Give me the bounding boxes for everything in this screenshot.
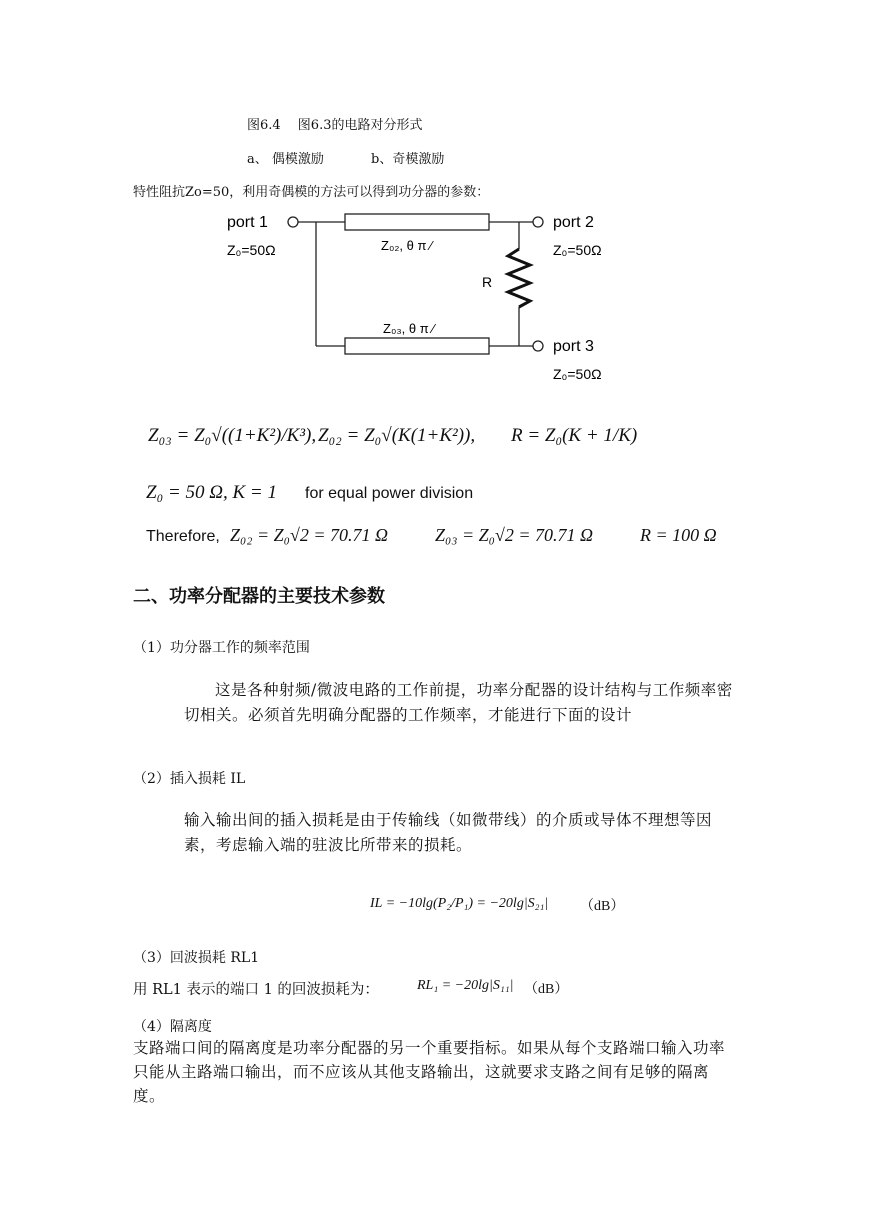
port1-impedance: Z₀=50Ω — [227, 242, 276, 258]
power-divider-circuit — [215, 205, 625, 385]
line-bottom-label: Z₀₃, θ π ⁄ — [383, 321, 435, 336]
port2-terminal — [533, 217, 543, 227]
line-top-label: Z₀₂, θ π ⁄ — [381, 238, 433, 253]
port1-label: port 1 — [227, 214, 268, 231]
item2-title: （2）插入损耗 IL — [133, 771, 246, 787]
item4-title: （4）隔离度 — [133, 1019, 212, 1035]
item3-body: 用 RL1 表示的端口 1 的回波损耗为： — [133, 982, 379, 998]
item4-body: 支路端口间的隔离度是功率分配器的另一个重要指标。如果从每个支路端口输入功率只能从主路端口输出，而不应该从其他支路输出，这就要求支路之间有足够的隔离度。 — [133, 1039, 726, 1105]
equation-z02: Z₀₂ = Z₀√(K(1+K²)), — [318, 425, 476, 446]
transmission-line-top — [345, 214, 489, 230]
equation-therefore: Therefore, — [146, 528, 220, 545]
item3-title: （3）回波损耗 RL1 — [133, 950, 260, 966]
il-formula: IL = −10lg(P₂/P₁) = −20lg|S₂₁| — [370, 896, 549, 911]
equation-z03-result: Z₀₃ = Z₀√2 = 70.71 Ω — [435, 525, 593, 545]
item1-title: （1）功分器工作的频率范围 — [133, 640, 310, 656]
figure-subcaption-a: a、 偶模激励 — [247, 152, 324, 167]
equation-z03: Z₀₃ = Z₀√((1+K²)/K³), — [148, 425, 317, 446]
equation-k: Z₀ = 50 Ω, K = 1 — [146, 482, 277, 503]
item2-body: 输入输出间的插入损耗是由于传输线（如微带线）的介质或导体不理想等因素，考虑输入端的驻波比所带来的损耗。 — [184, 811, 713, 854]
transmission-line-bottom — [345, 338, 489, 354]
equation-r: R = Z₀(K + 1/K) — [511, 425, 638, 446]
figure-subcaption-b: b、奇模激励 — [371, 152, 445, 167]
intro-line: 特性阻抗Zo=50，利用奇偶模的方法可以得到功分器的参数： — [133, 185, 490, 200]
item1-body: 这是各种射频/微波电路的工作前提，功率分配器的设计结构与工作频率密切相关。必须首先明确分配器的工作频率，才能进行下面的设计 — [184, 681, 733, 724]
figure-caption: 图6.4 图6.3的电路对分形式 — [247, 118, 423, 133]
resistor-symbol — [508, 249, 530, 307]
rl-formula: RL₁ = −20lg|S₁₁| — [417, 978, 514, 993]
port3-terminal — [533, 341, 543, 351]
port1-terminal — [288, 217, 298, 227]
port3-impedance: Z₀=50Ω — [553, 366, 602, 382]
port2-impedance: Z₀=50Ω — [553, 242, 602, 258]
equation-r-result: R = 100 Ω — [640, 525, 717, 545]
equation-k-note: for equal power division — [305, 485, 474, 502]
resistor-label: R — [482, 274, 493, 290]
port3-label: port 3 — [553, 338, 594, 355]
il-unit: （dB） — [580, 899, 625, 914]
equation-z02-result: Z₀₂ = Z₀√2 = 70.71 Ω — [230, 525, 388, 545]
rl-unit: （dB） — [524, 982, 569, 997]
section-heading: 二、功率分配器的主要技术参数 — [133, 586, 385, 607]
port2-label: port 2 — [553, 214, 594, 231]
